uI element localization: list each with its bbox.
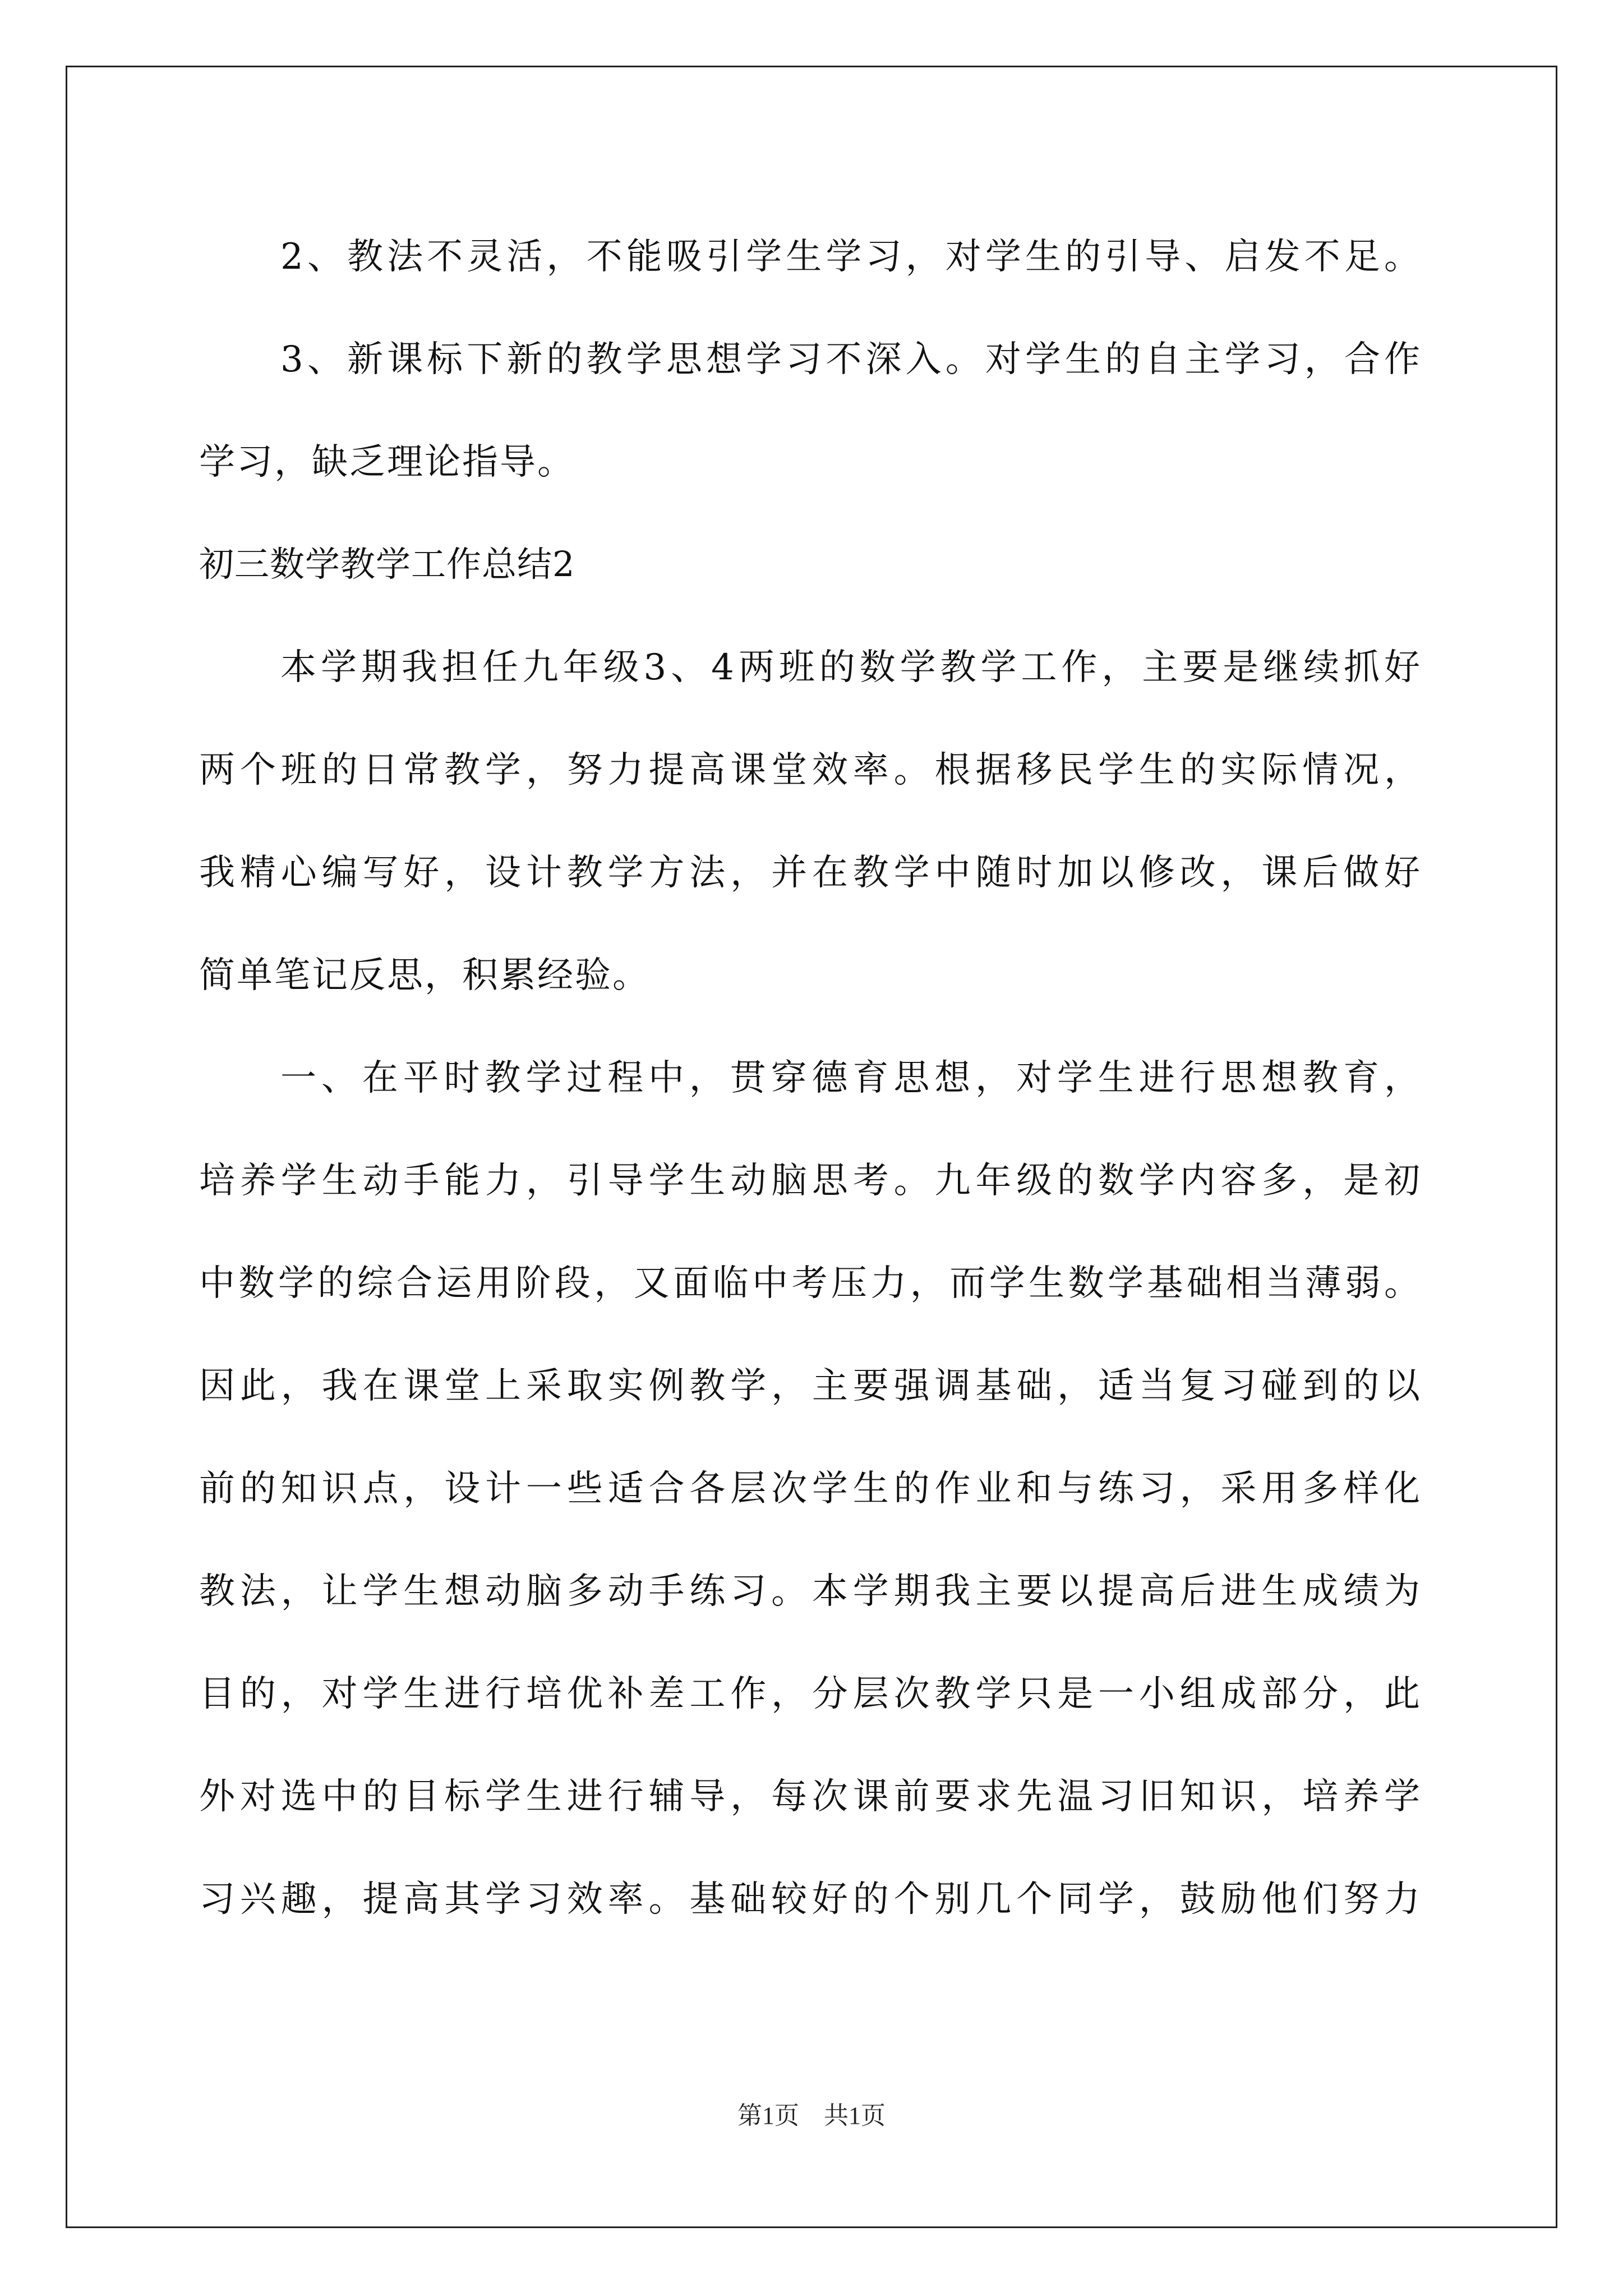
text-line: 学习，缺乏理论指导。 bbox=[199, 441, 575, 483]
text-line: 前的知识点，设计一些适合各层次学生的作业和与练习，采用多样化 bbox=[199, 1467, 1425, 1510]
text-line: 习兴趣，提高其学习效率。基础较好的个别几个同学，鼓励他们努力 bbox=[199, 1878, 1425, 1920]
page-number-footer: 第1页 共1页 bbox=[737, 2102, 886, 2129]
text-line: 我精心编写好，设计教学方法，并在教学中随时加以修改，课后做好 bbox=[199, 852, 1425, 894]
text-line: 培养学生动手能力，引导学生动脑思考。九年级的数学内容多，是初 bbox=[199, 1159, 1425, 1202]
text-line: 两个班的日常教学，努力提高课堂效率。根据移民学生的实际情况， bbox=[199, 749, 1425, 791]
section-heading: 初三数学教学工作总结2 bbox=[199, 544, 575, 585]
text-line: 本学期我担任九年级3、4两班的数学教学工作，主要是继续抓好 bbox=[280, 646, 1424, 688]
text-line: 简单笔记反思，积累经验。 bbox=[199, 954, 650, 996]
text-line: 因此，我在课堂上采取实例教学，主要强调基础，适当复习碰到的以 bbox=[199, 1365, 1425, 1407]
text-line: 2、教法不灵活，不能吸引学生学习，对学生的引导、启发不足。 bbox=[280, 236, 1424, 278]
text-line: 外对选中的目标学生进行辅导，每次课前要求先温习旧知识，培养学 bbox=[199, 1775, 1425, 1818]
text-line: 3、新课标下新的教学思想学习不深入。对学生的自主学习，合作 bbox=[280, 338, 1424, 380]
text-line: 一、在平时教学过程中，贯穿德育思想，对学生进行思想教育， bbox=[280, 1057, 1425, 1099]
text-line: 中数学的综合运用阶段，又面临中考压力，而学生数学基础相当薄弱。 bbox=[199, 1262, 1424, 1304]
text-line: 目的，对学生进行培优补差工作，分层次教学只是一小组成部分，此 bbox=[199, 1673, 1425, 1715]
text-line: 教法，让学生想动脑多动手练习。本学期我主要以提高后进生成绩为 bbox=[199, 1570, 1425, 1612]
document-body bbox=[199, 202, 1425, 1947]
